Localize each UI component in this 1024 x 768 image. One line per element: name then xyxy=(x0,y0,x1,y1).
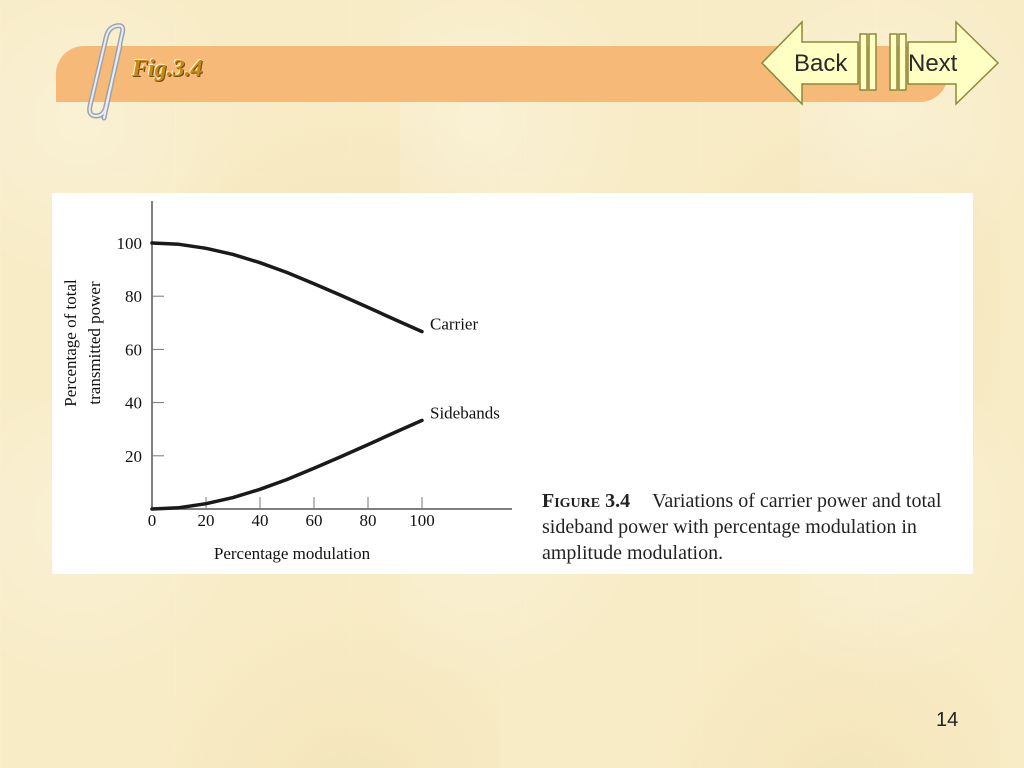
x-tick-label: 20 xyxy=(197,511,215,530)
next-button[interactable]: Next xyxy=(908,50,958,77)
y-tick-label: 40 xyxy=(125,393,142,413)
x-tick-label: 80 xyxy=(359,511,377,530)
x-tick-label: 60 xyxy=(305,511,323,530)
navigation xyxy=(760,20,1000,106)
x-axis-label: Percentage modulation xyxy=(213,544,371,563)
figure-caption xyxy=(542,488,972,566)
figure-panel xyxy=(52,193,973,574)
x-tick-label: 0 xyxy=(147,511,157,530)
x-tick-label: 100 xyxy=(409,511,435,530)
divider-bars-icon xyxy=(860,34,906,90)
y-axis-label-line: Percentage of total xyxy=(61,279,80,407)
paperclip-icon xyxy=(86,22,136,126)
y-tick-label: 60 xyxy=(125,340,142,360)
caption-label: Figure 3.4 xyxy=(542,490,631,512)
y-axis-label-line: transmitted power xyxy=(85,281,104,405)
page-number: 14 xyxy=(936,709,959,731)
slide-title: Fig.3.4 xyxy=(132,56,203,82)
line-chart xyxy=(52,193,532,574)
y-tick-label: 80 xyxy=(125,287,142,307)
series-line-sidebands xyxy=(152,420,422,509)
series-line-carrier xyxy=(152,243,422,332)
back-button[interactable]: Back xyxy=(794,50,848,77)
y-tick-label: 100 xyxy=(116,234,142,253)
y-tick-label: 20 xyxy=(125,446,142,466)
y-axis-label xyxy=(61,279,104,407)
series-label-sidebands: Sidebands xyxy=(430,403,500,423)
x-tick-label: 40 xyxy=(251,511,269,530)
caption-text: Variations of carrier power and total sideband power with percentage modulation in amplitude modulation. xyxy=(542,490,942,564)
series-label-carrier: Carrier xyxy=(430,314,479,334)
